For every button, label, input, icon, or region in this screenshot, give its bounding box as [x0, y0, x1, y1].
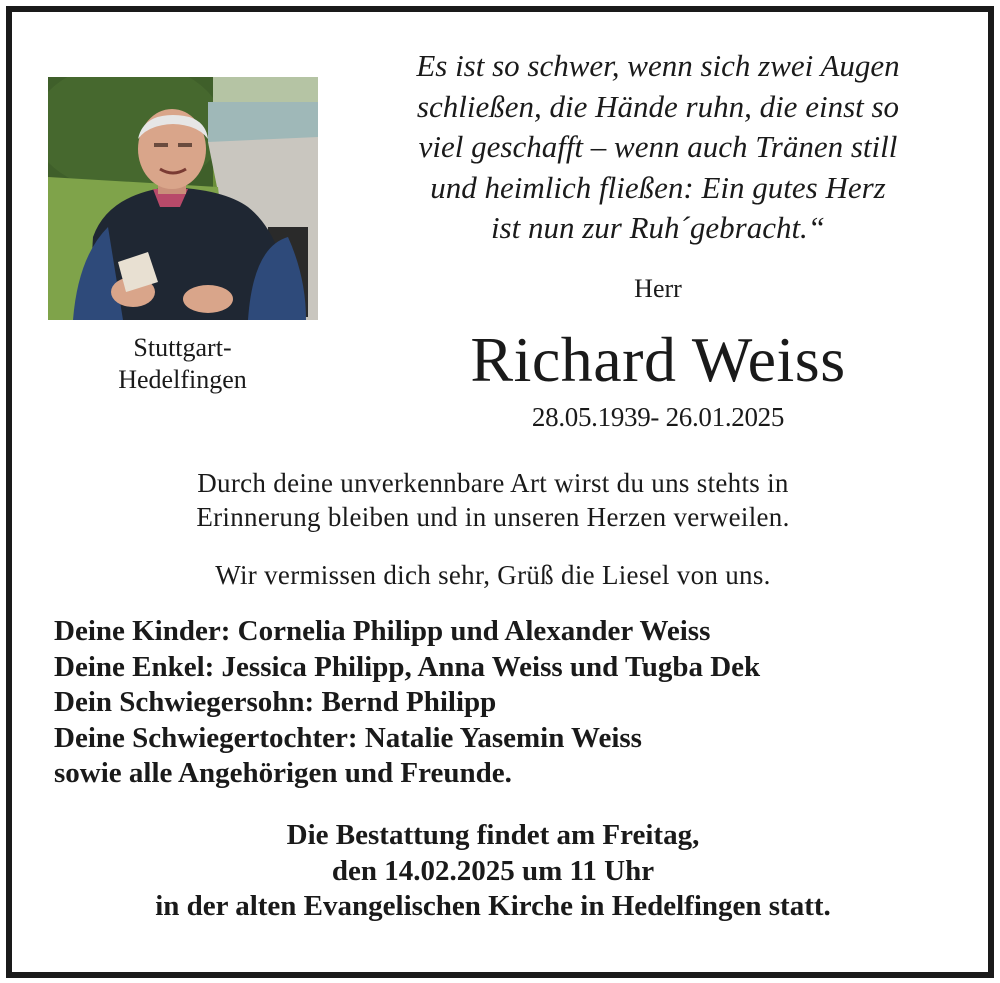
family-line: sowie alle Angehörigen und Freunde.	[54, 757, 512, 789]
memorial-message	[20, 466, 966, 534]
place-line-2: Hedelfingen	[118, 365, 247, 394]
place-of-residence	[40, 332, 325, 396]
poem-line: Es ist so schwer, wenn sich zwei Augen	[416, 48, 900, 83]
family-list	[54, 614, 964, 792]
farewell-line: Wir vermissen dich sehr, Grüß die Liesel von uns.	[215, 560, 771, 590]
poem-line: ist nun zur Ruh´gebracht.“	[490, 210, 826, 245]
salutation: Herr	[634, 274, 682, 303]
funeral-line: in der alten Evangelischen Kirche in Hedelfingen statt.	[155, 890, 831, 922]
funeral-line: Die Bestattung findet am Freitag,	[286, 819, 700, 851]
place-line-1: Stuttgart-	[133, 333, 232, 362]
family-line: Deine Enkel: Jessica Philipp, Anna Weiss und Tugba Dek	[54, 650, 761, 683]
funeral-line: den 14.02.2025 um 11 Uhr	[331, 854, 655, 887]
family-line: Deine Schwiegertochter: Natalie Yasemin Weiss	[54, 721, 642, 754]
portrait-photo	[48, 77, 318, 320]
funeral-announcement	[20, 818, 966, 925]
portrait-image	[48, 77, 318, 320]
life-dates: 28.05.1939- 26.01.2025	[531, 402, 785, 432]
deceased-name: Richard Weiss	[470, 324, 846, 395]
poem-line: und heimlich fließen: Ein gutes Herz	[430, 169, 886, 205]
poem-line: schließen, die Hände ruhn, die einst so	[416, 88, 900, 124]
family-line: Dein Schwiegersohn: Bernd Philipp	[54, 686, 497, 718]
poem-line: viel geschafft – wenn auch Tränen still	[418, 129, 898, 164]
family-line: Deine Kinder: Cornelia Philipp und Alexander Weiss	[54, 615, 711, 647]
message-line: Erinnerung bleiben und in unseren Herzen verweilen.	[196, 502, 790, 532]
message-line: Durch deine unverkennbare Art wirst du uns stehts in	[197, 468, 789, 498]
poem-quote	[368, 46, 948, 249]
